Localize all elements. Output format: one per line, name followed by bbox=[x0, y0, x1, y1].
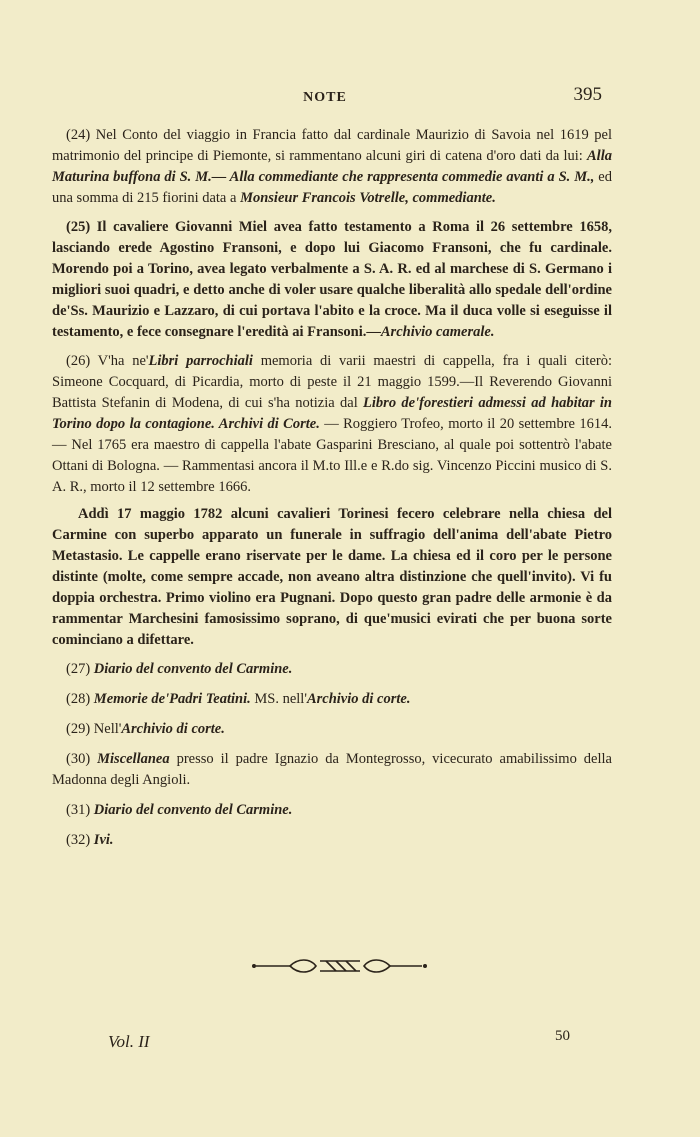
note-30 bbox=[52, 749, 612, 791]
note-italic: Libro de'forestieri admessi ad habitar in Torino dopo la contagione. Archivi di Corte. bbox=[52, 395, 612, 432]
signature-mark: 50 bbox=[555, 1028, 570, 1044]
page-title: NOTE bbox=[303, 90, 347, 105]
note-31 bbox=[52, 800, 612, 821]
note-26-continued: Addì 17 maggio 1782 alcuni cavalieri Torinesi fecero celebrare nella chiesa del Carmine con superbo apparato un funerale in suffragio dell'anima dell'abate Pietro Metastasio. Le cappelle erano riservate per le dame. La chiesa ed il coro per le persone distinte (molte, come sempre accade, non aveano altra distinzione che quell'invito). Vi fu doppia orchestra. Primo violino era Pugnani. Dopo questo gran padre delle armonie è da rammentar Marchesini famosissimo soprano, di que'musici evirati che per buona sorte cominciano a difettare. bbox=[52, 506, 612, 648]
note-25 bbox=[52, 217, 612, 343]
note-text: MS. nell' bbox=[250, 691, 307, 707]
note-text: memoria di varii maestri di cappella, fra i quali citerò: Simeone Cocquard, di Picardia, morto di peste il 21 maggio 1599.—Il Reverendo Giovanni Battista Stefanin di Modena, di cui s'ha notizia dal bbox=[52, 353, 613, 411]
note-24 bbox=[52, 125, 612, 209]
note-italic: Archivio camerale. bbox=[380, 324, 495, 340]
note-text: (24) Nel Conto del viaggio in Francia fatto dal cardinale Maurizio di Savoia nel 1619 pel matrimonio del principe di Piemonte, si rammentano alcuni giri di catena d'oro dati da lui: bbox=[52, 127, 612, 164]
note-26 bbox=[52, 351, 612, 498]
note-32 bbox=[52, 830, 612, 851]
note-italic: Libri parrochiali bbox=[148, 353, 253, 369]
note-italic: Diario del convento del Carmine. bbox=[93, 661, 293, 677]
note-italic: Memorie de'Padri Teatini. bbox=[93, 691, 251, 707]
note-text: presso il padre Ignazio da Montegrosso, vicecurato amabilissimo della Madonna degli Angioli. bbox=[52, 751, 612, 788]
note-text: (30) bbox=[66, 751, 98, 767]
note-text: ed una somma di 215 fiorini data a bbox=[52, 169, 612, 206]
decorative-ornament bbox=[250, 955, 430, 977]
note-italic: Ivi. bbox=[93, 832, 114, 848]
note-29 bbox=[52, 719, 612, 740]
note-text: (26) V'ha ne' bbox=[66, 353, 149, 369]
notes-body bbox=[52, 125, 612, 860]
volume-label: Vol. II bbox=[108, 1032, 150, 1051]
note-text: (27) bbox=[66, 661, 94, 677]
page-number: 395 bbox=[573, 84, 602, 105]
note-text: (25) Il cavaliere Giovanni Miel avea fatto testamento a Roma il 26 settembre 1658, lasciando erede Agostino Fransoni, e dopo lui Giacomo Fransoni, che fu cardinale. Morendo poi a Torino, avea legato verbalmente a S. A. R. ed al marchese di S. Germano i migliori suoi quadri, e detto anche di voler usare qualche liberalità allo spedale dell'ordine de'Ss. Maurizio e Lazzaro, di cui portava l'abito e la croce. Ma il duca volle si eseguisse il testamento, e fece consegnare l'eredità ai Fransoni.— bbox=[52, 219, 612, 340]
note-text: (28) bbox=[66, 691, 94, 707]
note-italic: Monsieur Francois Votrelle, commediante. bbox=[240, 190, 496, 206]
note-italic: Alla Maturina buffona di S. M.— Alla commediante che rappresenta commedie avanti a S. M., bbox=[52, 148, 612, 185]
running-head bbox=[0, 84, 700, 112]
note-27 bbox=[52, 659, 612, 680]
note-text: (29) Nell' bbox=[66, 721, 122, 737]
note-text: (32) bbox=[66, 832, 94, 848]
note-text: (31) bbox=[66, 802, 94, 818]
note-text: — Roggiero Trofeo, morto il 20 settembre 1614. — Nel 1765 era maestro di cappella l'abate Gasparini Bresciano, al quale poi sottentrò l'abate Ottani di Bologna. — Rammentasi ancora il M.to Ill.e e R.do sig. Vincenzo Piccini musico di S. A. R., morto il 12 settembre 1666. bbox=[52, 416, 612, 495]
note-italic: Miscellanea bbox=[97, 751, 170, 767]
note-italic: Diario del convento del Carmine. bbox=[93, 802, 293, 818]
note-italic: Archivio di corte. bbox=[306, 691, 411, 707]
note-italic: Archivio di corte. bbox=[121, 721, 225, 737]
note-28 bbox=[52, 689, 612, 710]
